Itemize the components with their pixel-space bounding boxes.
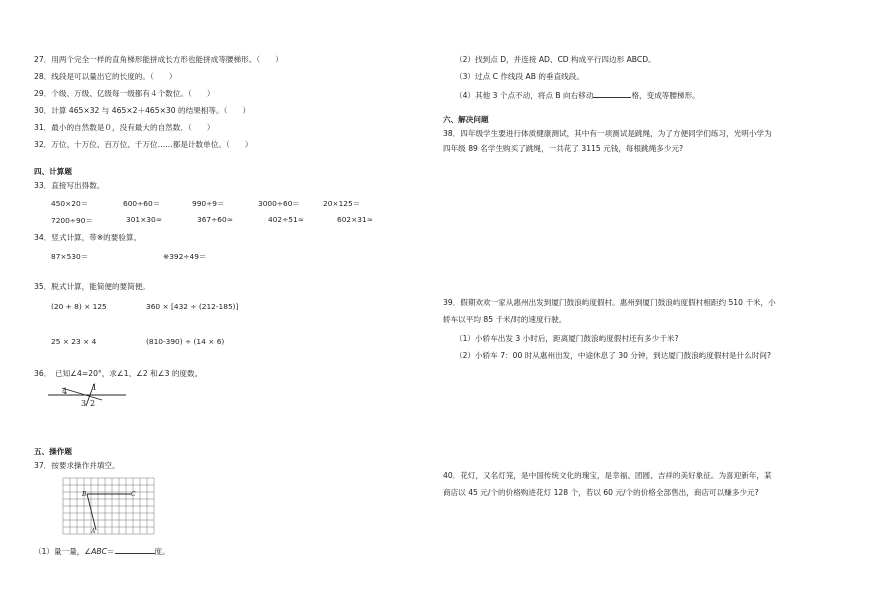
question-35: 35．脱式计算，能简便的要简便。 [34, 282, 150, 291]
answer-blank[interactable] [115, 545, 155, 554]
calc-item: 402÷51≈ [268, 215, 304, 224]
section-4-title: 四、计算题 [34, 167, 72, 176]
q37-4-tail: 格，变成等腰梯形。 [631, 91, 700, 100]
question-27: 27．用两个完全一样的直角梯形能拼成长方形也能拼成等腰梯形。（ ） [34, 55, 283, 64]
question-37-1 [34, 545, 170, 557]
grid-figure [62, 477, 156, 539]
q37-4-text: （4）其他 3 个点不动，将点 B 向右移动 [455, 91, 594, 100]
question-40-line2: 商店以 45 元/个的价格购进花灯 128 个，若以 60 元/个的价格全部售出，商店可以赚多少元? [443, 488, 759, 497]
question-32: 32．万位、十万位、百万位、千万位……都是计数单位。（ ） [34, 140, 253, 149]
answer-blank[interactable] [593, 89, 631, 98]
calc-item: 20×125＝ [323, 199, 361, 208]
question-39-2: （2）小轿车 7：00 时从惠州出发，中途休息了 30 分钟，到达厦门鼓浪屿度假村是什么时间? [455, 351, 772, 360]
calc-item: 3000÷60＝ [258, 199, 300, 208]
question-29: 29．个级、万级、亿级每一级都有４个数位。（ ） [34, 89, 215, 98]
q37-1-eq: ＝ [106, 547, 115, 556]
question-39-line2: 轿车以平均 85 千米/时的速度行驶。 [443, 315, 567, 324]
question-37-4 [455, 89, 700, 101]
q37-1-unit: 度。 [154, 547, 170, 556]
calc-item: (20 + 8) × 125 [51, 302, 107, 311]
question-39-line1: 39．假期欢欢一家从惠州出发到厦门鼓浪屿度假村。惠州到厦门鼓浪屿度假村相距约 510 千米，小 [443, 298, 776, 307]
calc-item: 87×530＝ [51, 252, 89, 261]
question-36: 36． 已知∠4=20°，求∠1、∠2 和∠3 的度数。 [34, 369, 203, 378]
calc-item: (810-390) ÷ (14 × 6) [146, 337, 225, 346]
angle-label: 1 [92, 383, 98, 392]
calc-item: 360 × [432 ÷ (212-185)] [146, 302, 239, 311]
question-37-2: （2）找到点 D，并连接 AD、CD 构成平行四边形 ABCD。 [455, 55, 656, 64]
calc-item: 301×30≈ [126, 215, 162, 224]
question-39-1: （1）小轿车出发 3 小时后，距离厦门鼓浪屿度假村还有多少千米? [455, 334, 679, 343]
question-37-3: （3）过点 C 作线段 AB 的垂直线段。 [455, 72, 584, 81]
calc-item: 990÷9＝ [192, 199, 225, 208]
angle-name: ABC [91, 547, 107, 556]
q37-1-text: （1）量一量，∠ [34, 547, 92, 556]
point-label-a: A [91, 528, 96, 535]
section-6-title: 六、解决问题 [443, 115, 489, 124]
calc-item: ※392÷49＝ [163, 252, 207, 261]
question-33: 33．直接写出得数。 [34, 181, 105, 190]
question-30: 30．计算 465×32 与 465×2＋465×30 的结果相等。（ ） [34, 106, 251, 115]
question-37: 37．按要求操作并填空。 [34, 461, 120, 470]
question-38-line1: 38．四年级学生要进行体质健康测试，其中有一项测试是跳绳，为了方便同学们练习，光明小学为 [443, 129, 772, 138]
point-label-c: C [131, 491, 136, 498]
point-label-b: B [82, 491, 87, 498]
calc-item: 25 × 23 × 4 [51, 337, 97, 346]
calc-item: 450×20＝ [51, 199, 89, 208]
calc-item: 367÷60≈ [197, 215, 233, 224]
angle-label: 3 [81, 399, 87, 408]
question-28: 28．线段是可以量出它的长度的。（ ） [34, 72, 177, 81]
angle-label: 4 [62, 387, 68, 396]
section-5-title: 五、操作题 [34, 447, 72, 456]
calc-item: 600÷60＝ [123, 199, 161, 208]
calc-item: 7200÷90＝ [51, 216, 93, 225]
question-34: 34．竖式计算，带※的要验算。 [34, 233, 142, 242]
question-38-line2: 四年级 89 名学生购买了跳绳，一共花了 3115 元钱，每根跳绳多少元? [443, 144, 684, 153]
question-40-line1: 40．花灯，又名灯笼，是中国传统文化的瑰宝，是幸福、团圆、吉祥的美好象征。为喜迎新年，某 [443, 471, 772, 480]
calc-item: 602×31≈ [337, 215, 373, 224]
angle-label: 2 [90, 399, 96, 408]
angle-figure [48, 380, 128, 410]
question-31: 31．最小的自然数是０，没有最大的自然数．（ ） [34, 123, 215, 132]
